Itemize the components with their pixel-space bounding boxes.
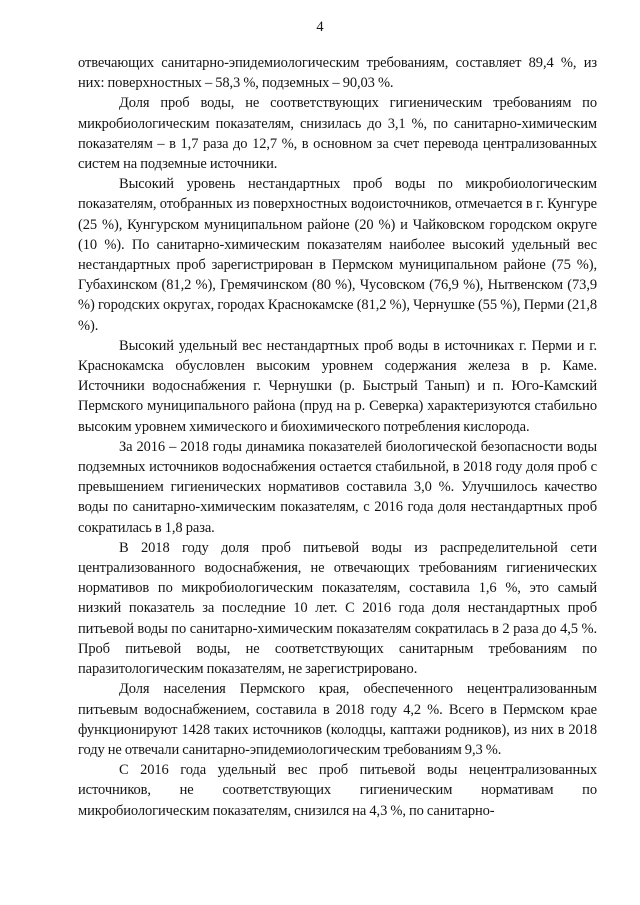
paragraph-water-sample-share: Доля проб воды, не соответствующих гигиеническим требованиям по микробиологическим показателям, снизилась до 3,1 %, по санитарно-химическим показателям – в 1,7 раза до 12,7 %, в основном за счет перевода централизованных систем на подземные источники. <box>78 95 597 173</box>
page-number: 4 <box>316 19 324 35</box>
paragraph-noncentralized-supply: Доля населения Пермского края, обеспеченного нецентрализованным питьевым водоснабжением, составила в 2018 году 4,2 %. Всего в Пермском крае функционируют 1428 таких источников (колодцы, каптажи родников), из них в 2018 году не отвечали санитарно-эпидемиологическим требованиям 9,3 %. <box>78 681 597 758</box>
body-text <box>78 53 597 821</box>
paragraph-perm-krasnokamsk-sources: Высокий удельный вес нестандартных проб воды в источниках г. Перми и г. Краснокамска обусловлен высоким уровнем содержания железа в р. Каме. Источники водоснабжения г. Чернушки (р. Быстрый Танып) и п. Юго-Камский Пермского муниципального района (пруд на р. Северка) характеризуются стабильно высоким уровнем химического и биохимического потребления кислорода. <box>78 337 597 435</box>
paragraph-underground-sources-dynamics: За 2016 – 2018 годы динамика показателей биологической безопасности воды подземных источников водоснабжения остается стабильной, в 2018 году доля проб с превышением гигиенических нормативов составила 3,0 %. Улучшилось качество воды по санитарно-химическим показателям, с 2016 года доля нестандартных проб сократилась в 1,8 раза. <box>78 438 597 536</box>
paragraph-distribution-network: В 2018 году доля проб питьевой воды из распределительной сети централизованного водоснабжения, не отвечающих требованиям гигиенических нормативов по микробиологическим показателям, составила 1,6 %, это самый низкий показатель за последние 10 лет. С 2016 года доля нестандартных проб питьевой воды по санитарно-химическим показателям сократилась в 2 раза до 4,5 %. Проб питьевой воды, не соответствующих санитарным требованиям по паразитологическим показателям, не зарегистрировано. <box>78 539 597 678</box>
paragraph-continuation: отвечающих санитарно-эпидемиологическим требованиям, составляет 89,4 %, из них: поверхностных – 58,3 %, подземных – 90,03 %. <box>78 55 597 92</box>
paragraph-noncentralized-sources-trend: С 2016 года удельный вес проб питьевой воды нецентрализованных источников, не соответствующих гигиеническим нормативам по микробиологическим показателям, снизился на 4,3 %, по санитарно- <box>78 762 597 819</box>
paragraph-nonstandard-samples-by-territory: Высокий уровень нестандартных проб воды по микробиологическим показателям, отобранных из поверхностных водоисточников, отмечается в г. Кунгуре (25 %), Кунгурском муниципальном районе (20 %) и Чайковском городском округе (10 %). По санитарно-химическим показателям наиболее высокий удельный вес нестандартных проб зарегистрирован в Пермском муниципальном районе (75 %), Губахинском (81,2 %), Гремячинском (80 %), Чусовском (76,9 %), Нытвенском (73,9 %) городских округах, городах Краснокамске (81,2 %), Чернушке (55 %), Перми (21,8 %). <box>78 176 597 334</box>
